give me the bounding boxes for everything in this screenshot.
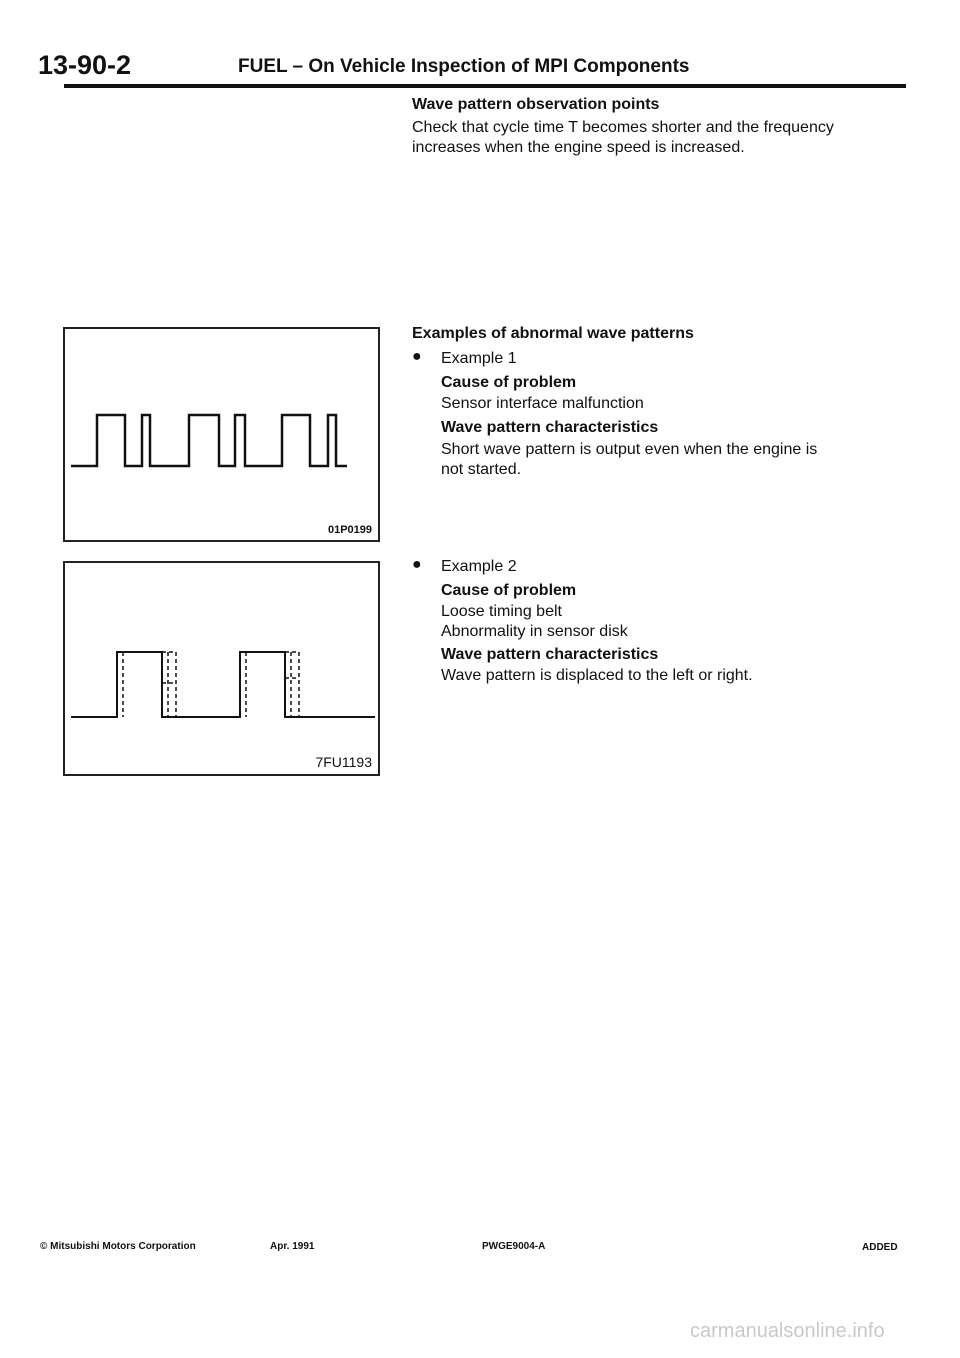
footer-date: Apr. 1991 [270, 1241, 315, 1252]
figure-code: 7FU1193 [315, 754, 372, 770]
example-2-cause-text [441, 602, 628, 642]
example-1-bullet [412, 348, 422, 366]
example-2-char-text: Wave pattern is displaced to the left or right. [441, 667, 753, 684]
example-1-char-heading: Wave pattern characteristics [441, 419, 659, 436]
example-2-char-heading: Wave pattern characteristics [441, 646, 659, 663]
figure-code: 01P0199 [327, 524, 372, 536]
example-1-char-text [441, 440, 911, 480]
figure-short-wave-pattern [63, 327, 380, 542]
footer-copyright: © Mitsubishi Motors Corporation [40, 1241, 196, 1252]
observation-heading: Wave pattern observation points [412, 96, 660, 113]
example-2-label: Example 2 [441, 558, 517, 575]
header-rule [64, 84, 906, 88]
example-2-cause-heading: Cause of problem [441, 582, 577, 599]
example-1-label: Example 1 [441, 350, 517, 367]
example-1-char-line-2: not started. [441, 461, 522, 478]
example-1-cause-heading: Cause of problem [441, 374, 577, 391]
footer-status: ADDED [862, 1242, 898, 1253]
bullet-icon: ● [412, 556, 422, 573]
example-1-cause-text: Sensor interface malfunction [441, 395, 644, 412]
abnormal-heading: Examples of abnormal wave patterns [412, 325, 694, 342]
bullet-icon: ● [412, 348, 422, 365]
figure-displaced-wave-pattern [63, 561, 380, 776]
example-2-cause-line-2: Abnormality in sensor disk [441, 623, 628, 640]
observation-text-line-1: Check that cycle time T becomes shorter and the frequency [412, 119, 834, 136]
example-2-bullet [412, 556, 422, 574]
observation-text [412, 118, 912, 158]
short-wave-pattern-diagram [65, 329, 378, 540]
example-1-char-line-1: Short wave pattern is output even when the engine is [441, 441, 818, 458]
displaced-wave-pattern-diagram [65, 563, 378, 774]
observation-text-line-2: increases when the engine speed is increased. [412, 139, 745, 156]
watermark: carmanualsonline.info [690, 1320, 885, 1342]
page-title: FUEL – On Vehicle Inspection of MPI Components [238, 56, 690, 77]
page-number: 13-90-2 [38, 50, 132, 80]
footer-doc-code: PWGE9004-A [482, 1241, 546, 1252]
example-2-cause-line-1: Loose timing belt [441, 603, 562, 620]
